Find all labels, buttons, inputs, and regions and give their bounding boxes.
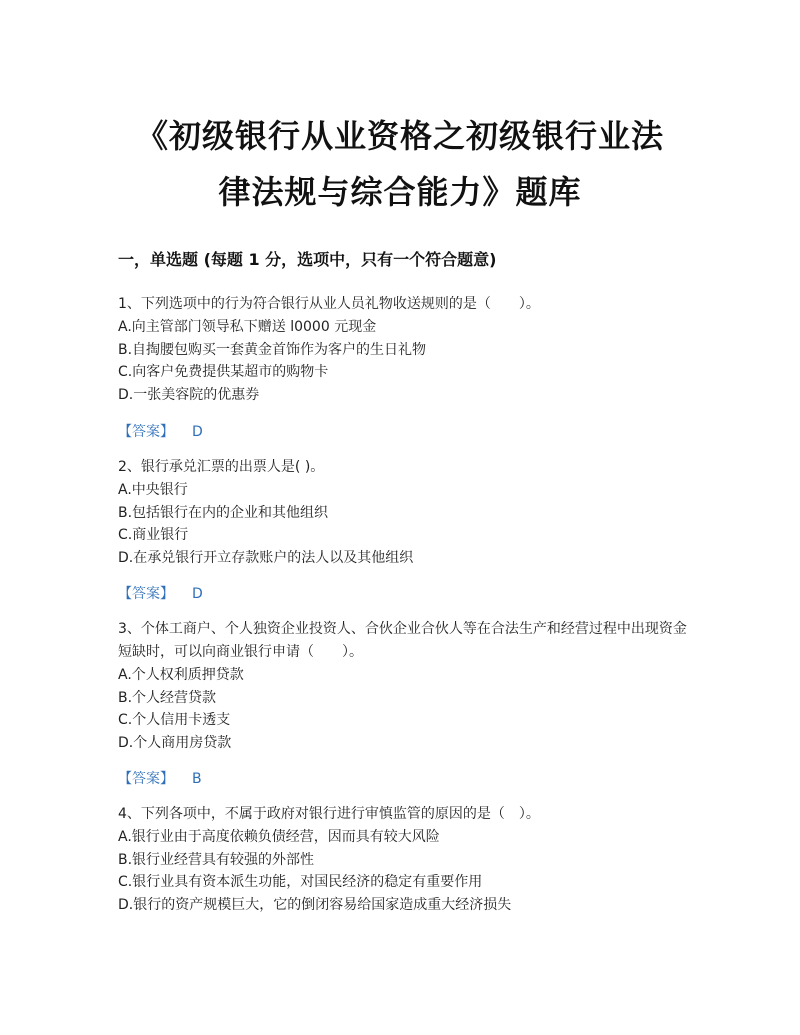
option-b: B.个人经营贷款 bbox=[118, 689, 217, 706]
option-a: A.个人权利质押贷款 bbox=[118, 667, 244, 683]
question-stem: 3、个体工商户、个人独资企业投资人、合伙企业合伙人等在合法生产和经营过程中出现资金短缺时，可以向商业银行申请（ ）。 bbox=[118, 621, 687, 660]
answer-3 bbox=[118, 768, 202, 788]
option-d: D.银行的资产规模巨大，它的倒闭容易给国家造成重大经济损失 bbox=[118, 896, 512, 913]
answer-label: 【答案】 bbox=[118, 586, 174, 602]
answer-label: 【答案】 bbox=[118, 771, 174, 787]
option-c: C.银行业具有资本派生功能，对国民经济的稳定有重要作用 bbox=[118, 874, 483, 890]
option-c: C.向客户免费提供某超市的购物卡 bbox=[118, 364, 329, 380]
question-4 bbox=[118, 803, 698, 916]
section-heading: 一，单选题 (每题 1 分，选项中，只有一个符合题意) bbox=[118, 250, 497, 269]
question-3 bbox=[118, 618, 698, 754]
option-b: B.自掏腰包购买一套黄金首饰作为客户的生日礼物 bbox=[118, 341, 427, 358]
question-1 bbox=[118, 293, 698, 406]
question-stem: 4、下列各项中，不属于政府对银行进行审慎监管的原因的是（ ）。 bbox=[118, 806, 540, 822]
option-a: A.中央银行 bbox=[118, 482, 188, 498]
option-b: B.银行业经营具有较强的外部性 bbox=[118, 851, 315, 868]
option-c: C.个人信用卡透支 bbox=[118, 712, 231, 728]
answer-label: 【答案】 bbox=[118, 424, 174, 440]
option-a: A.向主管部门领导私下赠送 l0000 元现金 bbox=[118, 319, 377, 335]
answer-value: B bbox=[192, 771, 202, 787]
option-a: A.银行业由于高度依赖负债经营，因而具有较大风险 bbox=[118, 829, 440, 845]
answer-1 bbox=[118, 421, 203, 441]
answer-value: D bbox=[192, 586, 203, 602]
option-b: B.包括银行在内的企业和其他组织 bbox=[118, 504, 329, 521]
document-title bbox=[100, 108, 700, 220]
title-line-1: 《初级银行从业资格之初级银行业法 bbox=[135, 117, 664, 155]
option-d: D.一张美容院的优惠券 bbox=[118, 386, 260, 403]
option-d: D.在承兑银行开立存款账户的法人以及其他组织 bbox=[118, 549, 414, 566]
answer-2 bbox=[118, 583, 203, 603]
question-2 bbox=[118, 456, 698, 569]
option-c: C.商业银行 bbox=[118, 527, 189, 543]
title-line-2: 律法规与综合能力》题库 bbox=[218, 173, 582, 211]
question-stem: 1、下列选项中的行为符合银行从业人员礼物收送规则的是（ ）。 bbox=[118, 296, 540, 312]
answer-value: D bbox=[192, 424, 203, 440]
option-d: D.个人商用房贷款 bbox=[118, 734, 232, 751]
question-stem: 2、银行承兑汇票的出票人是( )。 bbox=[118, 459, 325, 475]
